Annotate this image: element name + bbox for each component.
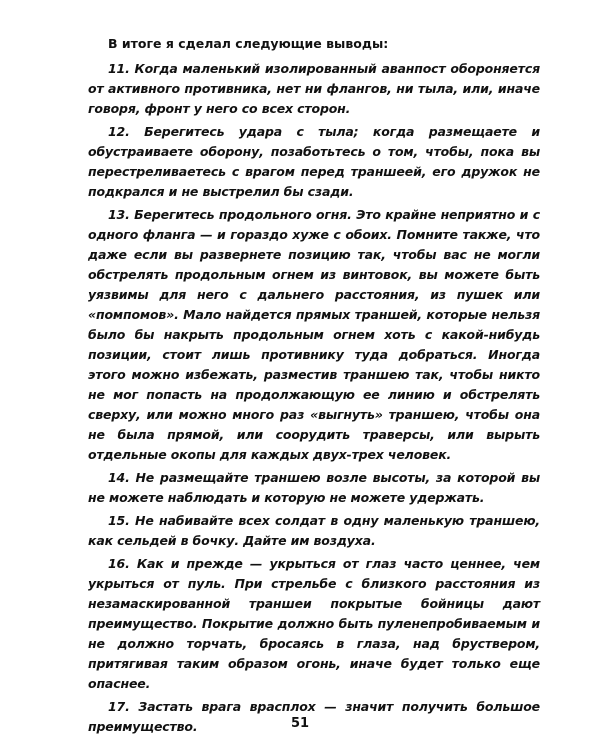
paragraph-15: 15. Не набивайте всех солдат в одну маленькую траншею, как сельдей в бочку. Дайте им воздуха. — [88, 513, 540, 548]
paragraph-14: 14. Не размещайте траншею возле высоты, за которой вы не можете наблюдать и которую не можете удержать. — [88, 470, 540, 505]
section-heading: В итоге я сделал следующие выводы: — [108, 36, 389, 51]
paragraph-16: 16. Как и прежде — укрыться от глаз часто ценнее, чем укрыться от пуль. При стрельбе с близкого расстояния из незамаскированной траншеи покрытые бойницы дают преимущество. Покрытие должно быть пуленепробиваемым и не должно торчать, бросаясь в глаза, над бруствером, притягивая таким образом огонь, иначе будет только еще опаснее. — [88, 556, 540, 691]
paragraph-12: 12. Берегитесь удара с тыла; когда размещаете и обустраиваете оборону, позаботьтесь о том, чтобы, пока вы перестреливаетесь с врагом перед траншеей, его дружок не подкрался и не выстрелил бы сзади. — [88, 124, 540, 199]
paragraph-13: 13. Берегитесь продольного огня. Это крайне неприятно и с одного фланга — и гораздо хуже с обоих. Помните также, что даже если вы развернете позицию так, чтобы вас не могли обстрелять продольным огнем из винтовок, вы можете быть уязвимы для него с дальнего расстояния, из пушек или «помпомов». Мало найдется прямых траншей, которые нельзя было бы накрыть продольным огнем хоть с какой-нибудь позиции, стоит лишь противнику туда добраться. Иногда этого можно избежать, разместив траншею так, чтобы никто не мог попасть на продолжающую ее линию и обстрелять сверху, или можно много раз «выгнуть» траншею, чтобы она не была прямой, или соорудить траверсы, или вырыть отдельные окопы для каждых двух-трех человек. — [88, 207, 540, 462]
paragraph-11: 11. Когда маленький изолированный аванпост обороняется от активного противника, нет ни флангов, ни тыла, или, иначе говоря, фронт у него со всех сторон. — [88, 61, 540, 116]
page-number: 51 — [290, 716, 310, 731]
paragraph-17: 17. Застать врага врасплох — значит получить большое преимущество. — [88, 699, 540, 734]
